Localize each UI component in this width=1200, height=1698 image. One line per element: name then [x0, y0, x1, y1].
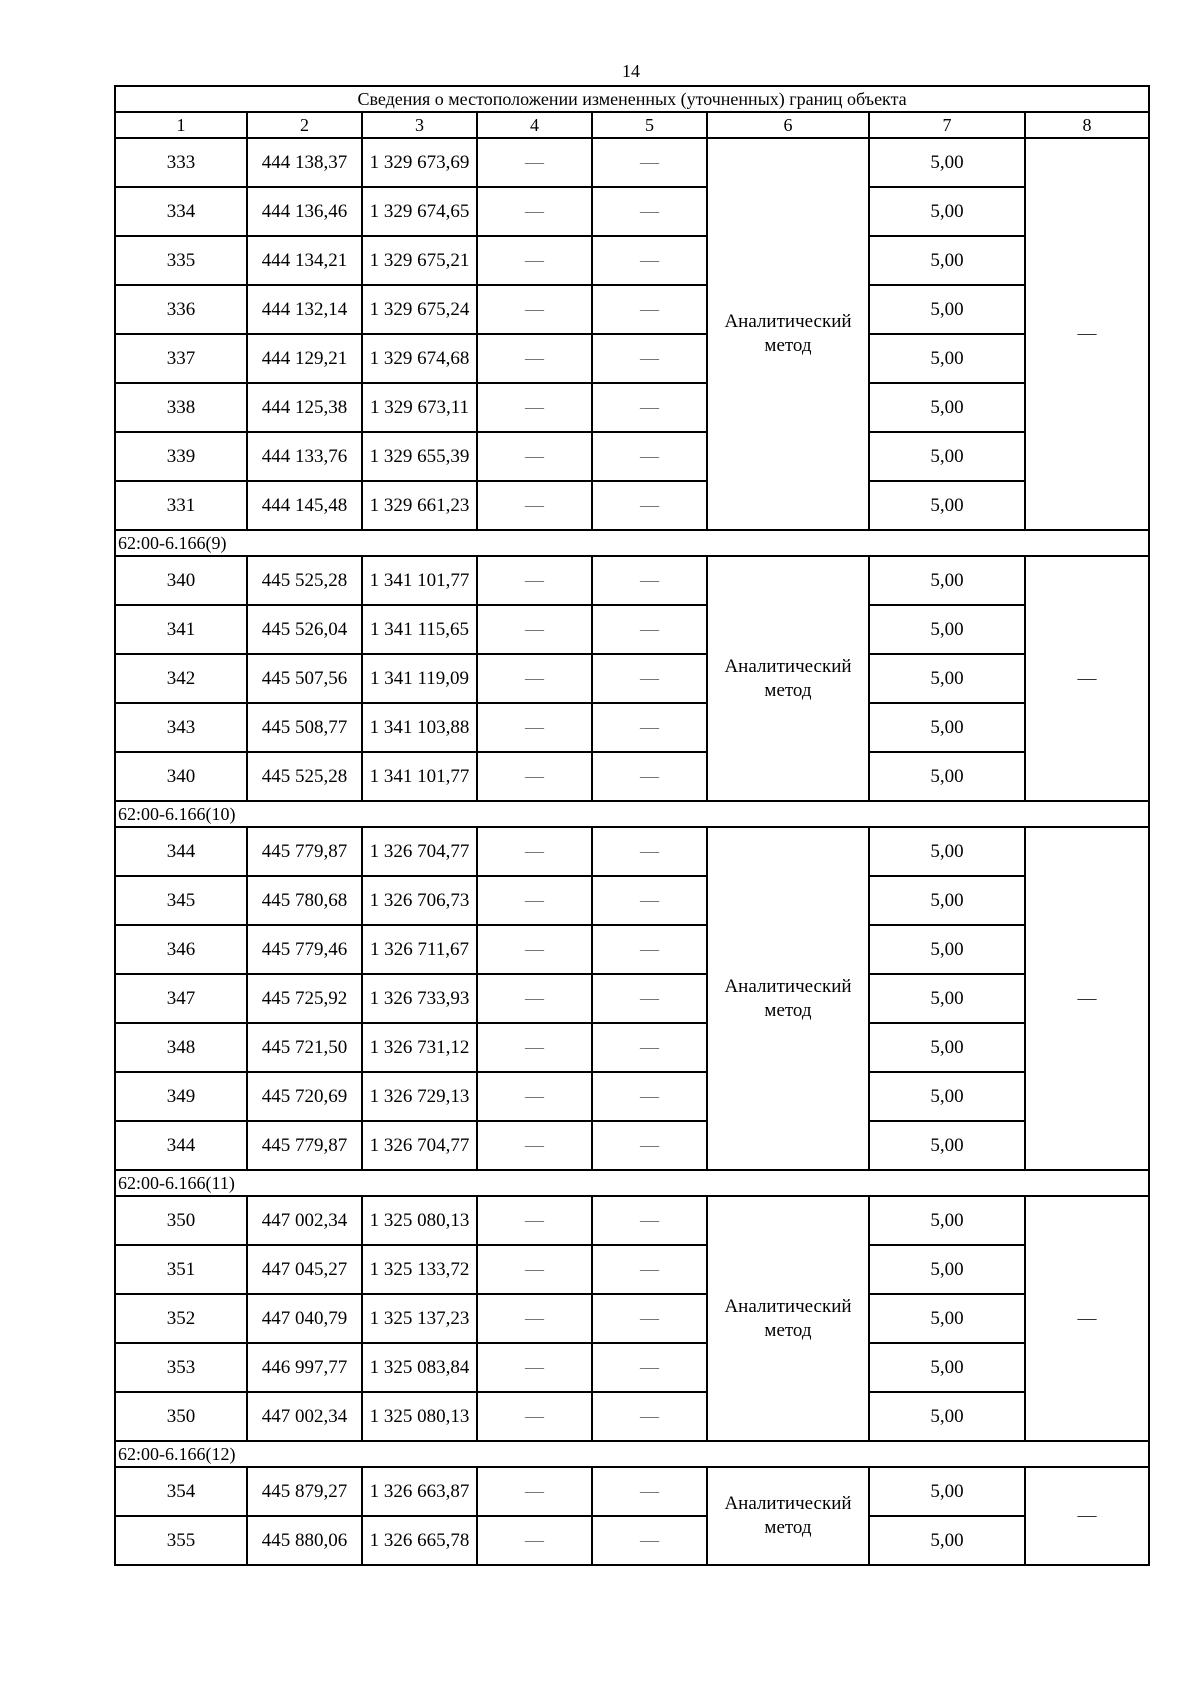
y-coordinate-cell: 1 341 101,77	[362, 556, 477, 605]
accuracy-cell: 5,00	[869, 1392, 1025, 1441]
table-row	[115, 1467, 1149, 1516]
col4-cell: —	[477, 1245, 592, 1294]
x-coordinate-cell: 444 133,76	[247, 432, 362, 481]
col4-cell: —	[477, 138, 592, 187]
x-coordinate-cell: 444 129,21	[247, 334, 362, 383]
point-number-cell: 334	[115, 187, 247, 236]
point-number-cell: 355	[115, 1516, 247, 1565]
col4-cell: —	[477, 1294, 592, 1343]
accuracy-cell: 5,00	[869, 1023, 1025, 1072]
x-coordinate-cell: 445 880,06	[247, 1516, 362, 1565]
col8-cell: —	[1025, 827, 1149, 1170]
column-number: 3	[362, 112, 477, 138]
col4-cell: —	[477, 236, 592, 285]
y-coordinate-cell: 1 326 733,93	[362, 974, 477, 1023]
method-line: Аналитический	[724, 975, 852, 997]
col5-cell: —	[592, 876, 707, 925]
col5-cell: —	[592, 605, 707, 654]
method-line: Аналитический	[724, 1295, 852, 1317]
col4-cell: —	[477, 654, 592, 703]
table-row	[115, 1023, 1149, 1072]
x-coordinate-cell: 444 134,21	[247, 236, 362, 285]
x-coordinate-cell: 444 125,38	[247, 383, 362, 432]
col5-cell: —	[592, 1294, 707, 1343]
x-coordinate-cell: 445 526,04	[247, 605, 362, 654]
col5-cell: —	[592, 1343, 707, 1392]
x-coordinate-cell: 445 507,56	[247, 654, 362, 703]
x-coordinate-cell: 445 780,68	[247, 876, 362, 925]
y-coordinate-cell: 1 325 133,72	[362, 1245, 477, 1294]
accuracy-cell: 5,00	[869, 1121, 1025, 1170]
accuracy-cell: 5,00	[869, 1343, 1025, 1392]
table-row	[115, 285, 1149, 334]
point-number-cell: 341	[115, 605, 247, 654]
table-row	[115, 1294, 1149, 1343]
section-label: 62:00-6.166(12)	[115, 1441, 1149, 1467]
col4-cell: —	[477, 752, 592, 801]
method-line: Аналитический	[724, 655, 852, 677]
x-coordinate-cell: 445 725,92	[247, 974, 362, 1023]
method-line: метод	[764, 999, 812, 1021]
table-row	[115, 236, 1149, 285]
point-number-cell: 351	[115, 1245, 247, 1294]
y-coordinate-cell: 1 329 673,11	[362, 383, 477, 432]
y-coordinate-cell: 1 325 080,13	[362, 1196, 477, 1245]
col5-cell: —	[592, 827, 707, 876]
method-line: метод	[764, 335, 812, 356]
col4-cell: —	[477, 703, 592, 752]
point-number-cell: 337	[115, 334, 247, 383]
accuracy-cell: 5,00	[869, 974, 1025, 1023]
y-coordinate-cell: 1 325 137,23	[362, 1294, 477, 1343]
table-body	[115, 86, 1149, 1565]
y-coordinate-cell: 1 329 655,39	[362, 432, 477, 481]
col4-cell: —	[477, 876, 592, 925]
accuracy-cell: 5,00	[869, 703, 1025, 752]
y-coordinate-cell: 1 326 729,13	[362, 1072, 477, 1121]
point-number-cell: 344	[115, 1121, 247, 1170]
col5-cell: —	[592, 383, 707, 432]
x-coordinate-cell: 445 779,46	[247, 925, 362, 974]
method-line: метод	[764, 679, 812, 701]
point-number-cell: 340	[115, 556, 247, 605]
accuracy-cell: 5,00	[869, 876, 1025, 925]
table-title-row	[115, 86, 1149, 112]
boundary-coordinates-table	[114, 85, 1150, 1566]
x-coordinate-cell: 446 997,77	[247, 1343, 362, 1392]
accuracy-cell: 5,00	[869, 236, 1025, 285]
y-coordinate-cell: 1 329 674,68	[362, 334, 477, 383]
accuracy-cell: 5,00	[869, 752, 1025, 801]
accuracy-cell: 5,00	[869, 1196, 1025, 1245]
point-number-cell: 347	[115, 974, 247, 1023]
col4-cell: —	[477, 1467, 592, 1516]
accuracy-cell: 5,00	[869, 1245, 1025, 1294]
point-number-cell: 340	[115, 752, 247, 801]
accuracy-cell: 5,00	[869, 1516, 1025, 1565]
point-number-cell: 348	[115, 1023, 247, 1072]
section-header-row	[115, 801, 1149, 827]
column-number: 8	[1025, 112, 1149, 138]
col5-cell: —	[592, 703, 707, 752]
point-number-cell: 336	[115, 285, 247, 334]
method-line: метод	[764, 1517, 812, 1538]
col5-cell: —	[592, 654, 707, 703]
y-coordinate-cell: 1 329 675,21	[362, 236, 477, 285]
col4-cell: —	[477, 925, 592, 974]
col4-cell: —	[477, 1392, 592, 1441]
section-label: 62:00-6.166(10)	[115, 801, 1149, 827]
column-number: 7	[869, 112, 1025, 138]
col4-cell: —	[477, 334, 592, 383]
x-coordinate-cell: 447 045,27	[247, 1245, 362, 1294]
method-line: Аналитический	[724, 1493, 852, 1514]
col5-cell: —	[592, 1245, 707, 1294]
method-line: метод	[764, 1319, 812, 1341]
column-number: 5	[592, 112, 707, 138]
col5-cell: —	[592, 432, 707, 481]
point-number-cell: 331	[115, 481, 247, 530]
col5-cell: —	[592, 1072, 707, 1121]
col5-cell: —	[592, 1023, 707, 1072]
col5-cell: —	[592, 236, 707, 285]
table-row	[115, 481, 1149, 530]
table-row	[115, 1392, 1149, 1441]
accuracy-cell: 5,00	[869, 1072, 1025, 1121]
x-coordinate-cell: 445 525,28	[247, 556, 362, 605]
accuracy-cell: 5,00	[869, 481, 1025, 530]
col5-cell: —	[592, 334, 707, 383]
col5-cell: —	[592, 1516, 707, 1565]
col5-cell: —	[592, 1196, 707, 1245]
accuracy-cell: 5,00	[869, 334, 1025, 383]
column-numbers-row	[115, 112, 1149, 138]
point-number-cell: 349	[115, 1072, 247, 1121]
col5-cell: —	[592, 1467, 707, 1516]
section-header-row	[115, 530, 1149, 556]
table-row	[115, 827, 1149, 876]
accuracy-cell: 5,00	[869, 138, 1025, 187]
x-coordinate-cell: 444 138,37	[247, 138, 362, 187]
col5-cell: —	[592, 974, 707, 1023]
section-header-row	[115, 1170, 1149, 1196]
col4-cell: —	[477, 1343, 592, 1392]
y-coordinate-cell: 1 325 083,84	[362, 1343, 477, 1392]
table-row	[115, 1072, 1149, 1121]
column-number: 2	[247, 112, 362, 138]
table-row	[115, 876, 1149, 925]
x-coordinate-cell: 447 040,79	[247, 1294, 362, 1343]
y-coordinate-cell: 1 326 731,12	[362, 1023, 477, 1072]
table-row	[115, 974, 1149, 1023]
col5-cell: —	[592, 556, 707, 605]
col5-cell: —	[592, 138, 707, 187]
accuracy-cell: 5,00	[869, 187, 1025, 236]
x-coordinate-cell: 444 136,46	[247, 187, 362, 236]
col5-cell: —	[592, 1392, 707, 1441]
section-label: 62:00-6.166(9)	[115, 530, 1149, 556]
x-coordinate-cell: 444 145,48	[247, 481, 362, 530]
col4-cell: —	[477, 1072, 592, 1121]
method-cell	[707, 1196, 869, 1441]
col4-cell: —	[477, 285, 592, 334]
point-number-cell: 339	[115, 432, 247, 481]
point-number-cell: 354	[115, 1467, 247, 1516]
col8-cell: —	[1025, 556, 1149, 801]
table-row	[115, 605, 1149, 654]
accuracy-cell: 5,00	[869, 383, 1025, 432]
y-coordinate-cell: 1 329 675,24	[362, 285, 477, 334]
table-row	[115, 1245, 1149, 1294]
y-coordinate-cell: 1 341 101,77	[362, 752, 477, 801]
y-coordinate-cell: 1 329 673,69	[362, 138, 477, 187]
col5-cell: —	[592, 925, 707, 974]
col5-cell: —	[592, 752, 707, 801]
method-cell	[707, 827, 869, 1170]
x-coordinate-cell: 445 525,28	[247, 752, 362, 801]
point-number-cell: 343	[115, 703, 247, 752]
table-row	[115, 556, 1149, 605]
table-row	[115, 432, 1149, 481]
table-row	[115, 654, 1149, 703]
y-coordinate-cell: 1 326 704,77	[362, 827, 477, 876]
point-number-cell: 342	[115, 654, 247, 703]
y-coordinate-cell: 1 326 665,78	[362, 1516, 477, 1565]
point-number-cell: 335	[115, 236, 247, 285]
col4-cell: —	[477, 1196, 592, 1245]
y-coordinate-cell: 1 341 115,65	[362, 605, 477, 654]
method-line: Аналитический	[724, 311, 852, 332]
x-coordinate-cell: 444 132,14	[247, 285, 362, 334]
method-cell	[707, 138, 869, 530]
col4-cell: —	[477, 1516, 592, 1565]
y-coordinate-cell: 1 326 711,67	[362, 925, 477, 974]
section-label: 62:00-6.166(11)	[115, 1170, 1149, 1196]
y-coordinate-cell: 1 325 080,13	[362, 1392, 477, 1441]
col4-cell: —	[477, 974, 592, 1023]
table-row	[115, 752, 1149, 801]
x-coordinate-cell: 445 508,77	[247, 703, 362, 752]
y-coordinate-cell: 1 326 706,73	[362, 876, 477, 925]
col4-cell: —	[477, 383, 592, 432]
x-coordinate-cell: 447 002,34	[247, 1196, 362, 1245]
column-number: 1	[115, 112, 247, 138]
col4-cell: —	[477, 827, 592, 876]
table-row	[115, 1343, 1149, 1392]
point-number-cell: 350	[115, 1392, 247, 1441]
col5-cell: —	[592, 1121, 707, 1170]
table-row	[115, 383, 1149, 432]
col4-cell: —	[477, 605, 592, 654]
table-row	[115, 1516, 1149, 1565]
col8-cell: —	[1025, 1196, 1149, 1441]
accuracy-cell: 5,00	[869, 827, 1025, 876]
table-row	[115, 703, 1149, 752]
table-row	[115, 1196, 1149, 1245]
col8-cell: —	[1025, 138, 1149, 530]
y-coordinate-cell: 1 341 119,09	[362, 654, 477, 703]
point-number-cell: 353	[115, 1343, 247, 1392]
table-row	[115, 187, 1149, 236]
x-coordinate-cell: 445 721,50	[247, 1023, 362, 1072]
point-number-cell: 344	[115, 827, 247, 876]
col4-cell: —	[477, 481, 592, 530]
table-row	[115, 1121, 1149, 1170]
accuracy-cell: 5,00	[869, 432, 1025, 481]
table-row	[115, 334, 1149, 383]
y-coordinate-cell: 1 341 103,88	[362, 703, 477, 752]
y-coordinate-cell: 1 329 674,65	[362, 187, 477, 236]
col5-cell: —	[592, 285, 707, 334]
point-number-cell: 346	[115, 925, 247, 974]
col4-cell: —	[477, 1121, 592, 1170]
accuracy-cell: 5,00	[869, 556, 1025, 605]
col4-cell: —	[477, 1023, 592, 1072]
x-coordinate-cell: 445 779,87	[247, 827, 362, 876]
col5-cell: —	[592, 187, 707, 236]
col4-cell: —	[477, 556, 592, 605]
x-coordinate-cell: 445 879,27	[247, 1467, 362, 1516]
col4-cell: —	[477, 187, 592, 236]
section-header-row	[115, 1441, 1149, 1467]
point-number-cell: 350	[115, 1196, 247, 1245]
point-number-cell: 352	[115, 1294, 247, 1343]
point-number-cell: 345	[115, 876, 247, 925]
page-number: 14	[622, 61, 640, 81]
accuracy-cell: 5,00	[869, 654, 1025, 703]
table-row	[115, 925, 1149, 974]
accuracy-cell: 5,00	[869, 285, 1025, 334]
x-coordinate-cell: 445 720,69	[247, 1072, 362, 1121]
accuracy-cell: 5,00	[869, 1294, 1025, 1343]
point-number-cell: 333	[115, 138, 247, 187]
y-coordinate-cell: 1 326 704,77	[362, 1121, 477, 1170]
col8-cell: —	[1025, 1467, 1149, 1565]
method-cell	[707, 556, 869, 801]
y-coordinate-cell: 1 326 663,87	[362, 1467, 477, 1516]
point-number-cell: 338	[115, 383, 247, 432]
accuracy-cell: 5,00	[869, 605, 1025, 654]
column-number: 6	[707, 112, 869, 138]
col4-cell: —	[477, 432, 592, 481]
table-title: Сведения о местоположении измененных (уточненных) границ объекта	[115, 86, 1149, 112]
accuracy-cell: 5,00	[869, 925, 1025, 974]
table-row	[115, 138, 1149, 187]
x-coordinate-cell: 447 002,34	[247, 1392, 362, 1441]
col5-cell: —	[592, 481, 707, 530]
method-cell	[707, 1467, 869, 1565]
x-coordinate-cell: 445 779,87	[247, 1121, 362, 1170]
y-coordinate-cell: 1 329 661,23	[362, 481, 477, 530]
column-number: 4	[477, 112, 592, 138]
accuracy-cell: 5,00	[869, 1467, 1025, 1516]
